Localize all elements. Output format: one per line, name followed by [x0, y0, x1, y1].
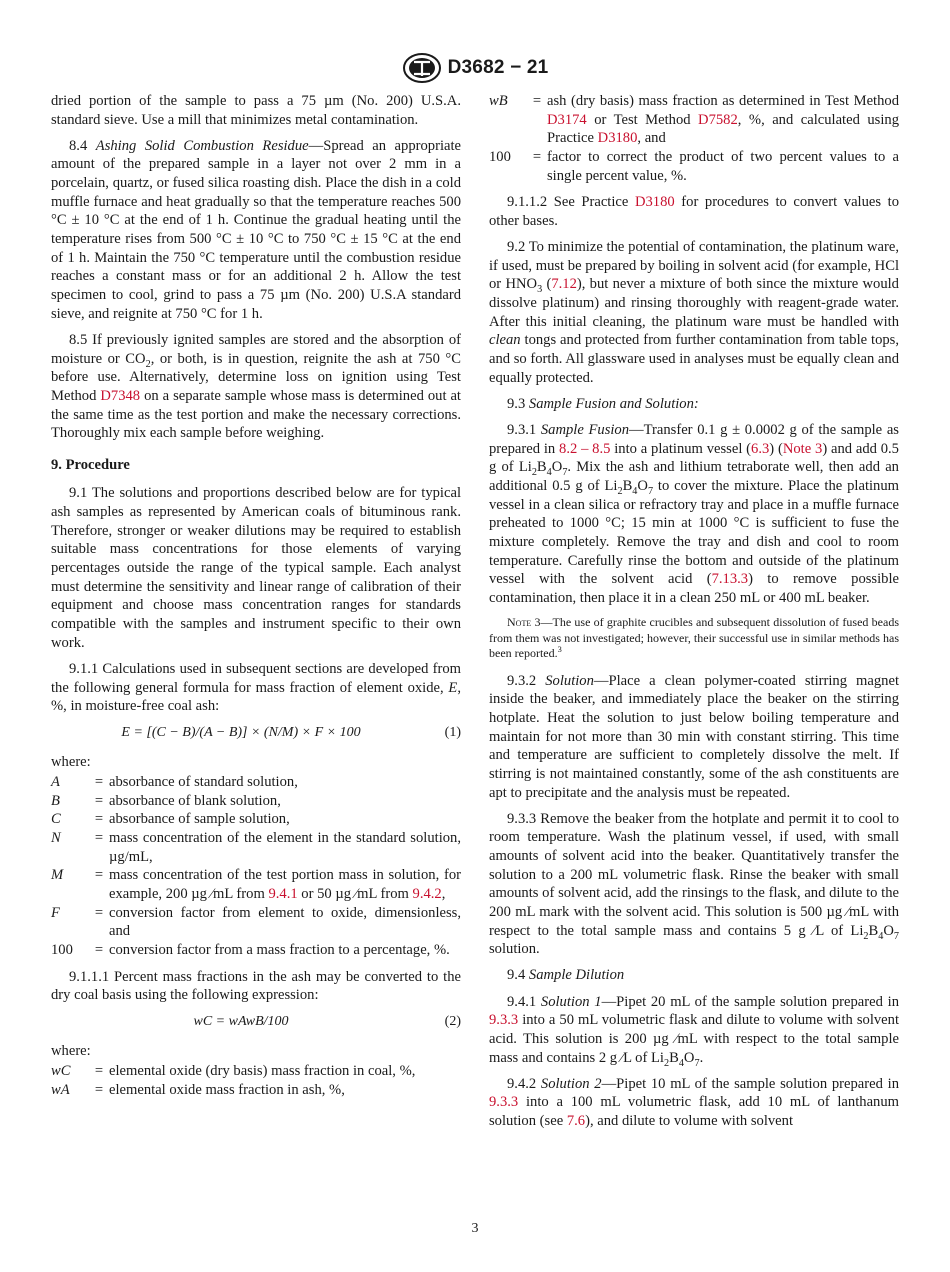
definition-100: 100 = conversion factor from a mass fraction to a percentage, %. [51, 942, 450, 959]
definition-wB: wB = ash (dry basis) mass fraction as determined in Test Method D3174 or Test Method D7582, %, and calculated using Practice D3180, and [489, 93, 899, 147]
equation-2-number: (2) [444, 1014, 461, 1030]
paragraph-9-1-1-2: 9.1.1.2 See Practice D3180 for procedures to convert values to other bases. [489, 194, 899, 229]
equation-2-definitions [51, 1062, 461, 1099]
standard-number: D3682 − 21 [447, 57, 549, 78]
paragraph-9-3-1: 9.3.1 Sample Fusion—Transfer 0.1 g ± 0.0002 g of the sample as prepared in 8.2 – 8.5 into a platinum vessel (6.3) (Note 3) and add 0.5 g of $Li_2B_4O_7$. Mix the ash and lithium tetraborate well, then add an additional 0.5 g of $Li_2B_4O_7$ to cover the mixture. Place the platinum vessel in a clean silica or refractory tray and place in a muffle furnace preheated to 1000 °C; 15 min at 1000 °C is sufficient to fuse the mixture completely. Remove the tray and dish and cool to room temperature. Carefully rinse the bottom and outside of the platinum vessel with the solvent acid (7.13.3) to remove possible contamination, then place it in a clean 250 mL or 400 mL beaker. [489, 422, 899, 606]
paragraph-9-3-3: 9.3.3 Remove the beaker from the hotplate and permit it to cool to room temperature. Wash the platinum vessel, if used, with small amounts of solvent acid into the beaker. Quantitatively transfer the solution to a 200 mL volumetric flask. Rinse the beaker with small amounts of solvent acid, add the rinsings to the flask, and dilute to the 200 mL mark with the solvent acid. This solution is 500 µg ⁄mL with respect to the total sample mass and contains 5 g ⁄L of $Li_2B_4O_7$ solution. [489, 810, 899, 958]
definition-wC: wC = elemental oxide (dry basis) mass fraction in coal, %, [51, 1063, 416, 1080]
paragraph-9-3-2: 9.3.2 Solution—Place a clean polymer-coated stirring magnet inside the beaker, and immediately place the beaker on the stirring hotplate. Heat the solution to just below boiling temperature and maintain for not more than 30 min with constant stirring. This time and temperature are sufficient to completely dissolve the melt. If stirring is not maintained constantly, some of the ash constituents are apt to precipitate and the analysis must be repeated. [489, 672, 900, 801]
paragraph-9-2: 9.2 To minimize the potential of contamination, the platinum ware, if used, must be prepared by boiling in solvent acid (for example, HCl or $HNO_3$ (7.12), but never a mixture of both since the mixture would dissolve platinum) and rinsing thoroughly with reagent-grade water. After this initial cleaning, the platinum ware must be handled with clean tongs and protected from further contamination from table tops, and so forth. All glassware used in analyses must be equally clean and equally protected. [489, 239, 899, 386]
section-8-continuation: dried portion of the sample to pass a 75 µm (No. 200) U.S.A. standard sieve. Use a mill that minimizes metal contamination. [51, 93, 461, 128]
where-label-2: where: [51, 1042, 91, 1059]
link-6-3[interactable]: 6.3 [751, 440, 770, 457]
definition-B: B = absorbance of blank solution, [51, 792, 281, 809]
link-7-6[interactable]: 7.6 [566, 1113, 586, 1129]
link-7-12[interactable]: 7.12 [551, 276, 577, 293]
paragraph-8-5: 8.5 If previously ignited samples are stored and the absorption of moisture or $CO_2$, or both, is in question, reignite the ash at 750 °C before use. Alternatively, determine loss on ignition using Test Method D7348 on a separate sample whose mass is determined out at the same time as the test portion and make the necessary corrections. Thoroughly mix each sample before weighing. [51, 331, 461, 442]
paragraph-9-1-1: 9.1.1 Calculations used in subsequent sections are developed from the following general formula for mass fraction of element oxide, E, %, in moisture-free coal ash: [51, 660, 461, 715]
link-8-2-8-5[interactable]: 8.2 – 8.5 [559, 440, 611, 457]
link-7-13-3[interactable]: 7.13.3 [711, 571, 749, 588]
definition-M: M = mass concentration of the test portion mass in solution, for example, 200 µg ⁄mL from 9.4.1 or 50 µg ⁄mL from 9.4.2, [51, 867, 461, 903]
equation-1-body: E = [(C − B)/(A − B)] × (N/M) × F × 100 [121, 724, 361, 740]
definition-N: N = mass concentration of the element in the standard solution, µg/mL, [51, 830, 461, 865]
link-d7582[interactable]: D7582 [698, 111, 738, 128]
equation-2 [51, 1013, 461, 1032]
link-9-4-1[interactable]: 9.4.1 [268, 886, 298, 903]
link-9-3-3-2[interactable]: 9.3.3 [489, 1094, 519, 1111]
definition-100-factor: 100 = factor to correct the product of two percent values to a single percent value, %. [489, 148, 899, 184]
section-9-heading: 9. Procedure [51, 456, 130, 473]
link-d3180[interactable]: D3180 [597, 130, 638, 147]
right-column [489, 92, 899, 1138]
note-3: Note 3—The use of graphite crucibles and subsequent dissolution of fused beads from them was not investigated; however, their successful use in similar methods has been reported.$^3$ [489, 615, 899, 661]
astm-logo-icon [402, 52, 442, 84]
equation-1 [51, 724, 461, 743]
where-label-1: where: [51, 753, 91, 770]
equation-1-number: (1) [444, 724, 461, 740]
link-d3174[interactable]: D3174 [547, 111, 587, 128]
definition-C: C = absorbance of sample solution, [51, 811, 290, 828]
paragraph-9-4: 9.4 Sample Dilution [507, 967, 625, 984]
definition-A: A = absorbance of standard solution, [51, 774, 298, 791]
equation-2-definitions-continued [489, 92, 899, 185]
link-9-3-3[interactable]: 9.3.3 [489, 1012, 519, 1029]
page-header [0, 52, 950, 88]
link-9-4-2[interactable]: 9.4.2 [412, 886, 442, 903]
paragraph-9-4-1: 9.4.1 Solution 1—Pipet 20 mL of the sample solution prepared in 9.3.3 into a 50 mL volumetric flask and dilute to volume with solvent acid. This solution is 200 µg ⁄mL with respect to the total sample mass and contains 2 g ⁄L of $Li_2B_4O_7$. [489, 993, 899, 1069]
equation-2-body: wC = wAwB/100 [193, 1014, 289, 1030]
definition-F: F = conversion factor from element to oxide, dimensionless, and [51, 904, 461, 940]
paragraph-9-4-2: 9.4.2 Solution 2—Pipet 10 mL of the sample solution prepared in 9.3.3 into a 100 mL volumetric flask, add 10 mL of lanthanum solution (see 7.6), and dilute to volume with solvent [489, 1075, 899, 1129]
paragraph-9-1-1-1: 9.1.1.1 Percent mass fractions in the ash may be converted to the dry coal basis using the following expression: [51, 968, 461, 1004]
equation-1-definitions [51, 773, 461, 960]
link-d7348[interactable]: D7348 [100, 387, 141, 404]
paragraph-9-3: 9.3 Sample Fusion and Solution: [507, 395, 699, 412]
left-column [51, 92, 461, 1108]
paragraph-9-1: 9.1 The solutions and proportions described below are for typical ash samples as represented by American coals of bituminous rank. Therefore, stronger or weaker dilutions may be required to establish suitable mass concentrations for those elements of varying percentages outside the range of the typical sample. Each analyst must determine the sensitivity and linear range of calibration of their equipment and choose mass concentration ranges for standards compatible with the samples and instrument specific to their own work. [51, 485, 461, 651]
page-number: 3 [471, 1221, 479, 1236]
link-d3180-2[interactable]: D3180 [634, 194, 675, 211]
link-note-3[interactable]: Note 3 [782, 440, 823, 457]
paragraph-8-4: 8.4 Ashing Solid Combustion Residue—Spread an appropriate amount of the prepared sample in a layer not over 2 mm in a porcelain, quartz, or fused silica roasting dish. Place the dish in a cold muffle furnace and heat gradually so that the temperature reaches 500 °C ± 10 °C at the end of 1 h. Continue the gradual heating until the temperature rises from 500 °C ± 10 °C to 750 °C ± 15 °C at the end of 1 h. Maintain the 750 °C temperature until the combustion residue reaches a constant mass or for an additional 2 h. Allow the test specimen to cool, grind to pass a 75 µm (No. 200) U.S.A standard sieve, and reignite at 750 °C for 1 h. [51, 137, 462, 322]
definition-wA: wA = elemental oxide mass fraction in ash, %, [51, 1082, 345, 1098]
